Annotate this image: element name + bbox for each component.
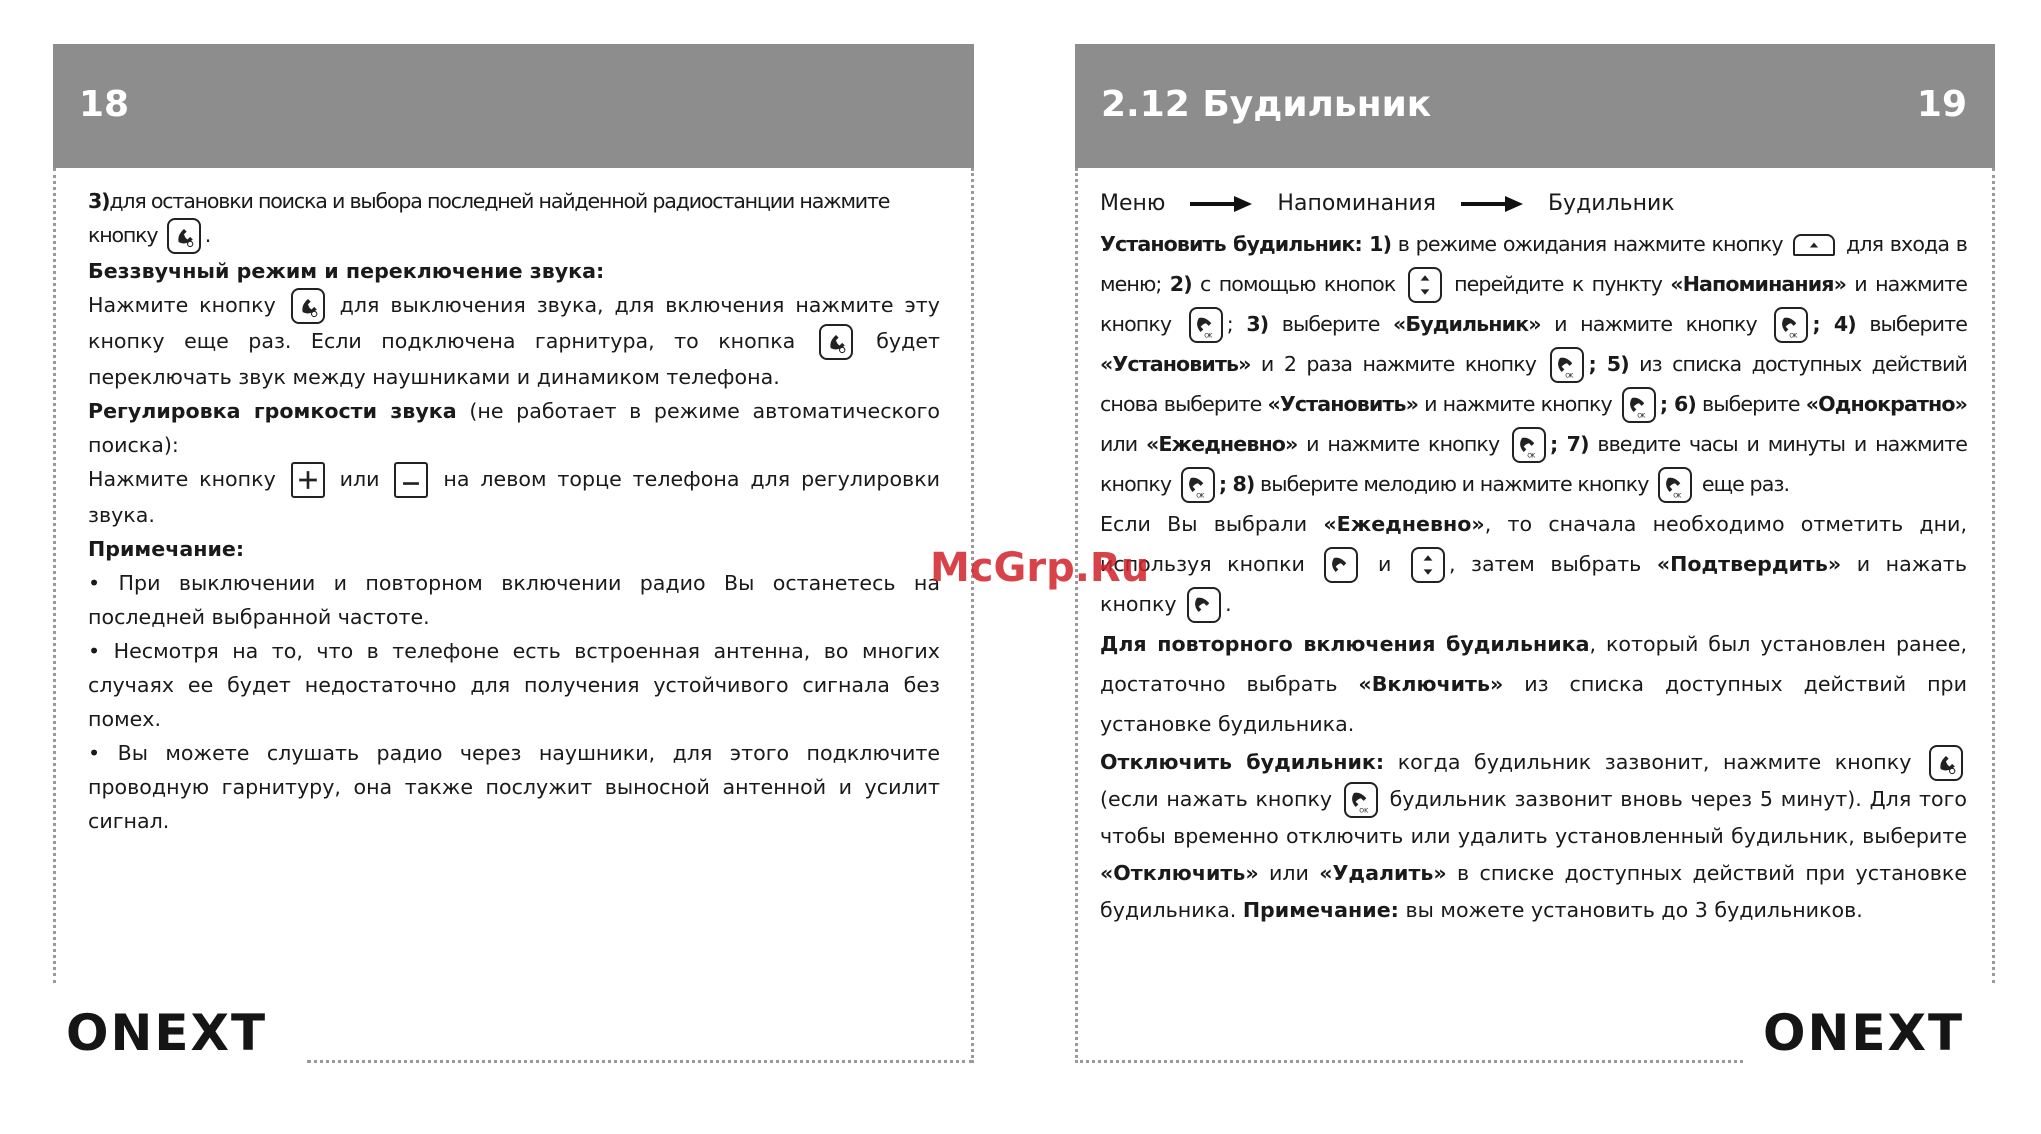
step-number: ; 4): [1812, 312, 1856, 336]
ok-call-key-icon: [1774, 307, 1808, 343]
svg-text:OK: OK: [1196, 492, 1204, 500]
volume-up-key-icon: [291, 462, 325, 498]
text: «Ежедневно»: [1323, 512, 1485, 536]
text: , то сначала необходимо отметить дни, используя кнопки: [1100, 512, 1967, 576]
text: , который был установлен ранее, достаточно выбрать: [1100, 632, 1967, 696]
left-frame-bottom: [307, 1060, 973, 1063]
step-number: ; 7): [1549, 432, 1589, 456]
text: выберите: [1268, 312, 1394, 336]
page-number: 18: [79, 84, 130, 125]
ok-call-key-icon: [1189, 307, 1223, 343]
step-number: ; 5): [1588, 352, 1629, 376]
ok-call-key-icon: [1324, 547, 1358, 583]
text: в списке доступных действий при установке будильника.: [1100, 861, 1967, 922]
right-page-header: [1075, 44, 1995, 168]
text: «Установить»: [1100, 352, 1251, 376]
ok-call-key-icon: [1550, 347, 1584, 383]
text: «Удалить»: [1319, 861, 1447, 885]
step-number: ; 6): [1659, 392, 1696, 416]
left-page: [53, 44, 974, 1089]
text: выберите мелодию и нажмите кнопку: [1254, 472, 1649, 496]
text: будет переключать звук между наушниками и динамиком телефона.: [88, 329, 941, 389]
text: для выключения звука, для включения нажмите эту кнопку еще раз. Если подключена гарнитура, то кнопка: [88, 293, 940, 353]
text: и: [1378, 552, 1392, 576]
text: в режиме ожидания нажмите кнопку: [1391, 232, 1783, 256]
step-number: 3): [88, 189, 110, 213]
right-frame-right: [1992, 168, 1995, 983]
text: для входа в меню;: [1100, 232, 1967, 296]
text: перейдите к пункту: [1454, 272, 1671, 296]
svg-text:OK: OK: [1673, 492, 1681, 500]
ok-call-key-icon: [1181, 467, 1215, 503]
navigation-key-icon: [1411, 547, 1445, 583]
menu-path-item: Будильник: [1547, 191, 1675, 216]
text: Нажмите кнопку: [88, 467, 276, 491]
left-frame-left: [53, 168, 56, 983]
text: , затем выбрать: [1448, 552, 1657, 576]
text: «Отключить»: [1100, 861, 1259, 885]
svg-text:OK: OK: [1637, 412, 1645, 420]
svg-text:OK: OK: [1565, 372, 1573, 380]
ok-call-key-icon: [1344, 782, 1378, 818]
text: выберите: [1695, 392, 1806, 416]
page-number: 19: [1916, 84, 1967, 125]
text: «Ежедневно»: [1145, 432, 1298, 456]
text: Нажмите кнопку: [88, 293, 276, 317]
text: (если нажать кнопку: [1100, 787, 1333, 811]
call-key-icon: [819, 324, 853, 360]
text: Примечание:: [1242, 898, 1399, 922]
text: вы можете установить до 3 будильников.: [1398, 898, 1863, 922]
text: .: [1225, 592, 1232, 616]
section-heading: Беззвучный режим и переключение звука:: [88, 259, 605, 283]
section-heading: Примечание:: [88, 537, 245, 561]
ok-call-key-icon: [1622, 387, 1656, 423]
left-page-text: [88, 184, 940, 838]
section-title: 2.12 Будильник: [1101, 84, 1432, 125]
text: выберите: [1855, 312, 1968, 336]
text: или: [1100, 432, 1146, 456]
text: из списка доступных действий снова выберите: [1100, 352, 1967, 416]
menu-key-icon: [1793, 234, 1835, 256]
arrow-right-icon: [1190, 196, 1252, 212]
text: введите часы и минуты и нажмите кнопку: [1100, 432, 1967, 496]
text: будильник зазвонит вновь через 5 минут). Для того чтобы временно отключить или удалить установленный будильник, выберите: [1100, 787, 1968, 848]
text: и нажать кнопку: [1100, 552, 1968, 616]
ok-call-key-icon: [1187, 587, 1221, 623]
text: «Включить»: [1358, 672, 1504, 696]
volume-down-key-icon: [394, 462, 428, 498]
text: «Однократно»: [1805, 392, 1968, 416]
text: когда будильник зазвонит, нажмите кнопку: [1384, 750, 1912, 774]
text: для остановки поиска и выбора последней найденной радиостанции нажмите: [109, 189, 890, 213]
svg-text:OK: OK: [1359, 807, 1368, 815]
svg-text:OK: OK: [1527, 452, 1535, 460]
text: или: [1258, 861, 1320, 885]
text: «Напоминания»: [1670, 272, 1846, 296]
text: «Будильник»: [1393, 312, 1541, 336]
right-frame-bottom: [1075, 1060, 1743, 1063]
brand-logo: ONEXT: [66, 1004, 268, 1062]
menu-path-item: Меню: [1100, 191, 1166, 216]
text: из списка доступных действий при установке будильника.: [1100, 672, 1967, 736]
right-page-text: [1100, 184, 1967, 929]
svg-text:OK: OK: [1789, 332, 1797, 340]
text: (не работает в режиме автоматического поиска):: [88, 399, 940, 457]
note-item: • При выключении и повторном включении радио Вы останетесь на последней выбранной частоте.: [88, 571, 940, 629]
call-key-icon: [1929, 745, 1963, 781]
call-key-icon: [291, 288, 325, 324]
text: на левом торце телефона для регулировки звука.: [88, 467, 941, 527]
text: Если Вы выбрали: [1100, 512, 1324, 536]
text: и нажмите кнопку: [1297, 432, 1500, 456]
step-number: ; 8): [1218, 472, 1255, 496]
text: и нажмите кнопку: [1418, 392, 1612, 416]
navigation-key-icon: [1408, 267, 1442, 303]
text: и нажмите кнопку: [1540, 312, 1757, 336]
menu-path: [1100, 184, 1967, 224]
ok-call-key-icon: [1512, 427, 1546, 463]
svg-text:OK: OK: [1203, 332, 1212, 340]
menu-path-item: Напоминания: [1277, 191, 1436, 216]
brand-logo: ONEXT: [1763, 1004, 1965, 1062]
text: еще раз.: [1696, 472, 1790, 496]
step-number: 3): [1246, 312, 1269, 336]
text: «Подтвердить»: [1656, 552, 1842, 576]
text: или: [339, 467, 380, 491]
left-frame-right: [971, 168, 974, 1063]
section-heading: Регулировка громкости звука: [88, 399, 457, 423]
text: ;: [1226, 312, 1233, 336]
call-key-icon: [167, 218, 201, 254]
text: и нажмите кнопку: [1100, 272, 1967, 336]
left-page-header: [53, 44, 974, 168]
note-item: • Несмотря на то, что в телефоне есть встроенная антенна, во многих случаях ее будет недостаточно для получения устойчивого сигнала без помех.: [88, 639, 940, 731]
right-page: [1075, 44, 1995, 1089]
watermark: McGrp.Ru: [930, 545, 1150, 591]
text: «Установить»: [1267, 392, 1419, 416]
text: с помощью кнопок: [1191, 272, 1396, 296]
section-heading: Установить будильник: 1): [1100, 232, 1392, 256]
text: .: [204, 223, 211, 247]
text: кнопку: [88, 223, 158, 247]
arrow-right-icon: [1461, 196, 1523, 212]
step-number: 2): [1169, 272, 1192, 296]
right-frame-left: [1075, 168, 1078, 1063]
text: и 2 раза нажмите кнопку: [1250, 352, 1537, 376]
section-heading: Отключить будильник:: [1100, 750, 1385, 774]
ok-call-key-icon: [1658, 467, 1692, 503]
section-heading: Для повторного включения будильника: [1100, 632, 1590, 656]
note-item: • Вы можете слушать радио через наушники, для этого подключите проводную гарнитуру, она также послужит выносной антенной и усилит сигнал.: [88, 741, 940, 833]
